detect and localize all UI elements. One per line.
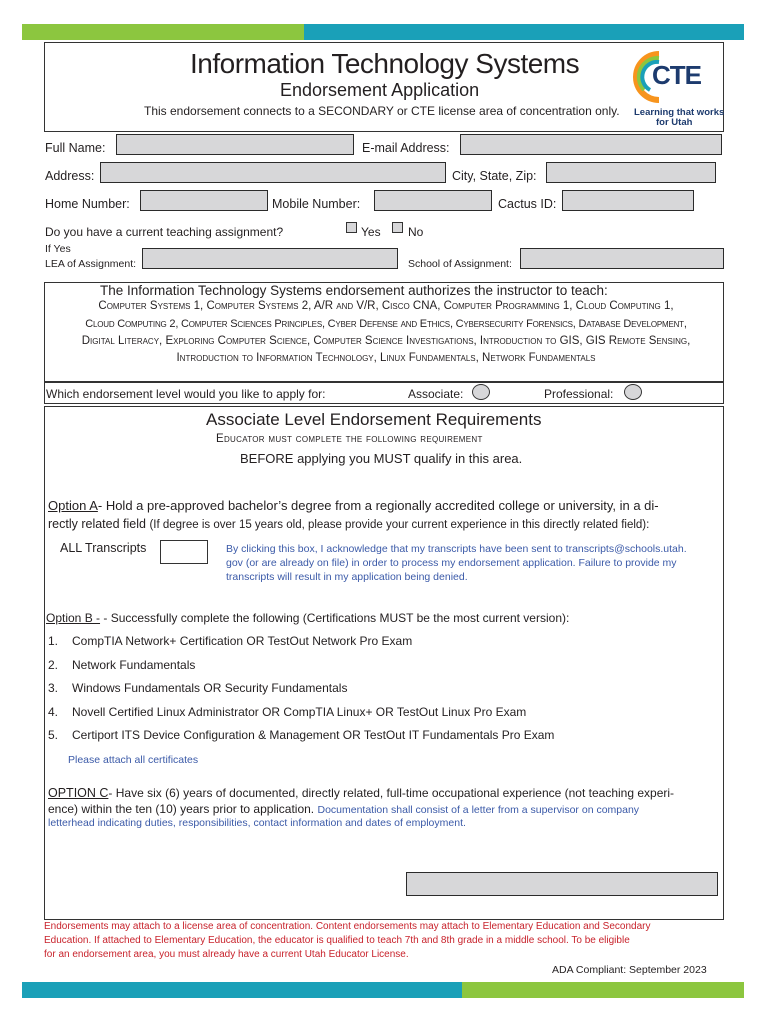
- teaching-question: Do you have a current teaching assignment?: [45, 225, 284, 239]
- cert-num: 5.: [48, 728, 59, 742]
- professional-radio[interactable]: [624, 384, 642, 400]
- page-subtitle: Endorsement Application: [280, 80, 480, 100]
- footer-note-3: for an endorsement area, you must already have a current Utah Educator License.: [44, 949, 409, 960]
- license-note: This endorsement connects to a SECONDARY or CTE license area of concentration only.: [144, 104, 620, 118]
- requirements-subtitle: Educator must complete the following requirement: [216, 433, 483, 445]
- cte-logo: [632, 50, 716, 104]
- footer-note-2: Education. If attached to Elementary Education, the educator is qualified to teach 7th and 8th grade in a middle school. To be eligible: [44, 935, 630, 946]
- option-c-line-2: [48, 802, 639, 816]
- yes-label: Yes: [361, 225, 381, 239]
- ada-compliance: ADA Compliant: September 2023: [552, 964, 707, 976]
- mobile-number-label: Mobile Number:: [272, 197, 361, 211]
- authorized-courses-line-3: Digital Literacy, Exploring Computer Science, Computer Science Investigations, Introduction to GIS, GIS Remote Sensing,: [81, 335, 691, 347]
- option-a-line-2: [48, 517, 649, 531]
- cert-num: 2.: [48, 657, 59, 672]
- if-yes-label: If Yes: [45, 243, 71, 255]
- option-a: [48, 498, 659, 513]
- address-label: Address:: [45, 169, 95, 183]
- option-c-label: OPTION C: [48, 786, 109, 800]
- logo-tagline-1: Learning that works: [634, 107, 725, 118]
- cactus-id-field[interactable]: [562, 190, 694, 211]
- cert-item: [48, 681, 554, 705]
- mobile-number-field[interactable]: [374, 190, 492, 211]
- email-label: E-mail Address:: [362, 141, 450, 155]
- transcripts-checkbox[interactable]: [160, 540, 208, 564]
- cert-text: CompTIA Network+ Certification OR TestOut Network Pro Exam: [72, 634, 413, 648]
- authorizes-title: The Information Technology Systems endorsement authorizes the instructor to teach:: [100, 283, 608, 298]
- level-question: Which endorsement level would you like to apply for:: [46, 387, 326, 401]
- school-label: School of Assignment:: [408, 258, 512, 270]
- authorized-courses-line-4: Introduction to Information Technology, Linux Fundamentals, Network Fundamentals: [176, 352, 596, 364]
- yes-checkbox[interactable]: [346, 222, 357, 233]
- option-b-text: - Successfully complete the following (Certifications MUST be the most current version):: [100, 611, 570, 625]
- cert-text: Network Fundamentals: [72, 657, 196, 672]
- email-field[interactable]: [460, 134, 722, 155]
- transcripts-note-2: gov (or are already on file) in order to process my endorsement application. Failure to provide my: [226, 557, 677, 569]
- associate-label: Associate:: [408, 387, 464, 401]
- authorized-courses-line-2: Cloud Computing 2, Computer Sciences Principles, Cyber Defense and Ethics, Cybersecurity Forensics, Database Development,: [85, 318, 687, 330]
- option-c: [48, 786, 674, 800]
- top-bar-green: [22, 24, 304, 40]
- associate-radio[interactable]: [472, 384, 490, 400]
- cert-item: [48, 705, 554, 729]
- cert-text: Novell Certified Linux Administrator OR CompTIA Linux+ OR TestOut Linux Pro Exam: [72, 704, 527, 719]
- requirements-title: Associate Level Endorsement Requirements: [206, 410, 542, 429]
- attach-note: Please attach all certificates: [68, 754, 199, 766]
- city-state-zip-field[interactable]: [546, 162, 716, 183]
- option-b-label: Option B -: [46, 611, 101, 625]
- top-bar-teal: [304, 24, 744, 40]
- home-number-label: Home Number:: [45, 197, 130, 211]
- school-field[interactable]: [520, 248, 724, 269]
- header-divider: [44, 131, 724, 132]
- option-a-label: Option A: [48, 498, 98, 513]
- lea-field[interactable]: [142, 248, 398, 269]
- option-b: [46, 611, 569, 625]
- bottom-bar-teal: [22, 982, 462, 998]
- option-c-blue-2: letterhead indicating duties, responsibilities, contact information and dates of employment.: [48, 817, 466, 829]
- cert-item: [48, 728, 554, 752]
- professional-label: Professional:: [544, 387, 614, 401]
- cert-item: [48, 658, 554, 682]
- home-number-field[interactable]: [140, 190, 268, 211]
- cert-text: Windows Fundamentals OR Security Fundamentals: [72, 681, 348, 695]
- lea-label: LEA of Assignment:: [45, 258, 137, 270]
- cert-num: 4.: [48, 704, 59, 719]
- cte-logo-text: CTE: [652, 60, 701, 90]
- no-label: No: [408, 225, 424, 239]
- page-title: Information Technology Systems: [190, 48, 580, 79]
- transcripts-note-3: transcripts will result in my application being denied.: [226, 571, 468, 583]
- transcripts-note-1: By clicking this box, I acknowledge that my transcripts have been sent to transcripts@schools.utah.: [226, 543, 687, 555]
- cert-text: Certiport ITS Device Configuration & Management OR TestOut IT Fundamentals Pro Exam: [72, 728, 555, 742]
- requirements-before-note: BEFORE applying you MUST qualify in this area.: [240, 451, 523, 466]
- full-name-label: Full Name:: [45, 141, 106, 155]
- logo-tagline-2: for Utah: [656, 117, 693, 128]
- no-checkbox[interactable]: [392, 222, 403, 233]
- cert-item: [48, 634, 554, 658]
- option-a-text-2: rectly related field: [48, 517, 146, 531]
- option-c-blue-1: Documentation shall consist of a letter from a supervisor on company: [317, 804, 640, 816]
- full-name-field[interactable]: [116, 134, 354, 155]
- option-c-field[interactable]: [406, 872, 718, 896]
- cert-num: 1.: [48, 634, 59, 648]
- cert-list: [48, 634, 554, 752]
- footer-note-1: Endorsements may attach to a license area of concentration. Content endorsements may attach to Elementary Education and Secondary: [44, 921, 651, 932]
- option-a-text-3: (If degree is over 15 years old, please provide your current experience in this directly related field):: [149, 519, 650, 531]
- transcripts-label: ALL Transcripts: [60, 541, 147, 555]
- option-a-text-1: - Hold a pre-approved bachelor’s degree from a regionally accredited college or university, in a di-: [97, 498, 659, 513]
- address-field[interactable]: [100, 162, 446, 183]
- cert-num: 3.: [48, 681, 59, 695]
- option-c-text-1: - Have six (6) years of documented, directly related, full-time occupational experience (not teaching experi-: [108, 786, 675, 800]
- city-state-zip-label: City, State, Zip:: [452, 169, 537, 183]
- cactus-id-label: Cactus ID:: [498, 197, 557, 211]
- authorized-courses-line-1: Computer Systems 1, Computer Systems 2, A/R and V/R, Cisco CNA, Computer Programming 1, Cloud Computing 1,: [98, 300, 674, 312]
- option-c-text-2: ence) within the ten (10) years prior to application.: [48, 802, 315, 816]
- bottom-bar-green: [462, 982, 744, 998]
